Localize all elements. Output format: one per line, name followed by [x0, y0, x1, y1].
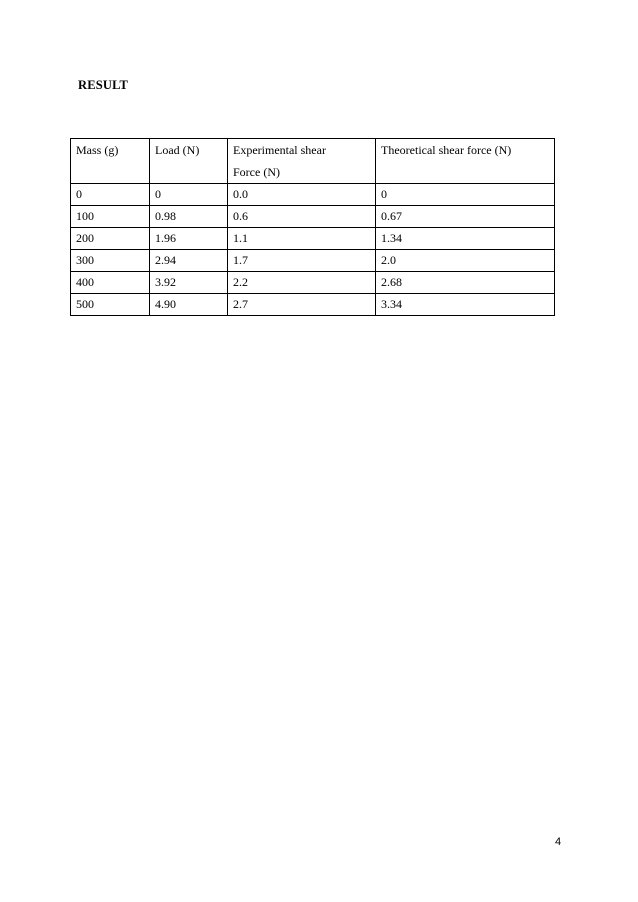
cell-theoretical: 2.0 — [376, 250, 555, 272]
header-load-label: Load (N) — [155, 143, 200, 157]
cell-mass: 100 — [71, 206, 150, 228]
table-row — [71, 294, 555, 316]
cell-mass: 0 — [71, 184, 150, 206]
header-experimental-shear — [228, 139, 376, 184]
cell-experimental: 2.2 — [228, 272, 376, 294]
cell-experimental: 2.7 — [228, 294, 376, 316]
table-row — [71, 250, 555, 272]
cell-theoretical: 1.34 — [376, 228, 555, 250]
cell-theoretical: 0.67 — [376, 206, 555, 228]
results-table — [70, 138, 555, 316]
cell-mass: 200 — [71, 228, 150, 250]
table-row — [71, 206, 555, 228]
cell-theoretical: 2.68 — [376, 272, 555, 294]
cell-experimental: 0.6 — [228, 206, 376, 228]
table-header-row — [71, 139, 555, 184]
cell-load: 1.96 — [150, 228, 228, 250]
cell-experimental: 1.7 — [228, 250, 376, 272]
cell-experimental: 1.1 — [228, 228, 376, 250]
header-theoretical-label: Theoretical shear force (N) — [381, 143, 512, 157]
cell-load: 0.98 — [150, 206, 228, 228]
section-heading: RESULT — [78, 78, 129, 92]
header-theoretical-shear — [376, 139, 555, 184]
table-row — [71, 184, 555, 206]
table-row — [71, 272, 555, 294]
header-mass-label: Mass (g) — [76, 143, 119, 157]
header-mass — [71, 139, 150, 184]
page-number: 4 — [555, 836, 562, 848]
cell-experimental: 0.0 — [228, 184, 376, 206]
cell-load: 4.90 — [150, 294, 228, 316]
cell-mass: 300 — [71, 250, 150, 272]
cell-load: 0 — [150, 184, 228, 206]
cell-load: 2.94 — [150, 250, 228, 272]
header-experimental-line1: Experimental shear — [233, 143, 326, 157]
cell-mass: 400 — [71, 272, 150, 294]
header-load — [150, 139, 228, 184]
table-row — [71, 228, 555, 250]
cell-mass: 500 — [71, 294, 150, 316]
header-experimental-line2: Force (N) — [233, 165, 280, 179]
cell-theoretical: 3.34 — [376, 294, 555, 316]
cell-load: 3.92 — [150, 272, 228, 294]
cell-theoretical: 0 — [376, 184, 555, 206]
